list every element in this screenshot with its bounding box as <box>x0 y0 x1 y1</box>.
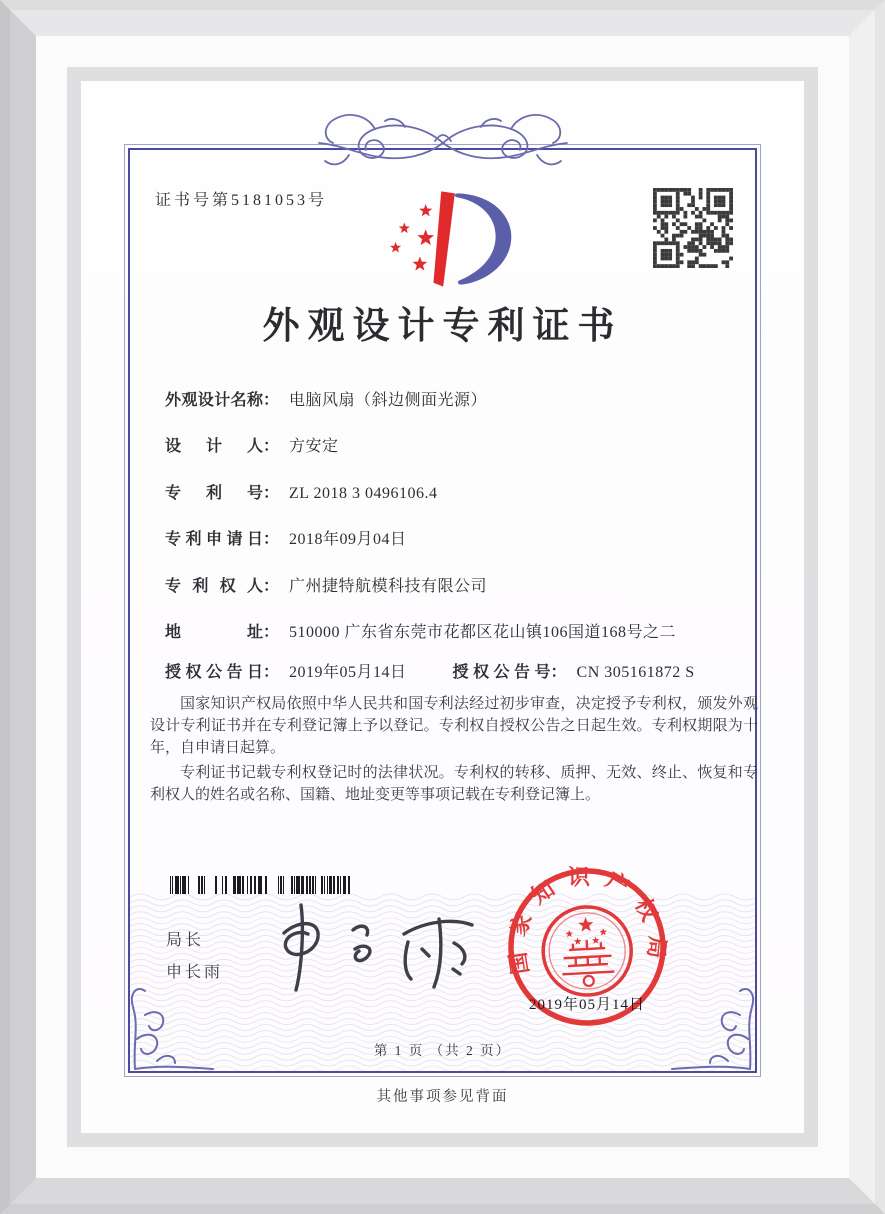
certificate-title: 外观设计专利证书 <box>262 306 623 347</box>
field-label: 外观设计名称 <box>165 392 263 409</box>
field-row-grant <box>165 659 745 682</box>
field-row-filing-date <box>165 526 745 549</box>
field-row-address <box>165 619 745 642</box>
field-colon: ： <box>263 392 280 409</box>
signature-icon <box>256 897 496 995</box>
field-label: 专利权人 <box>165 578 263 595</box>
field-row-designer <box>165 433 745 456</box>
field-row-design-name <box>165 387 745 410</box>
field-label: 专利号 <box>165 485 263 502</box>
field-value: 方安定 <box>289 438 339 455</box>
field-colon: ： <box>263 485 280 502</box>
field-colon: ： <box>263 578 280 595</box>
field-colon: ： <box>263 664 280 681</box>
field-label: 授权公告日 <box>165 664 263 681</box>
field-colon: ： <box>550 664 567 681</box>
border-ornament-bottom-right-icon <box>670 981 762 1073</box>
certificate-paper <box>81 81 804 1133</box>
field-colon: ： <box>263 624 280 641</box>
field-colon: ： <box>263 438 280 455</box>
signer-title: 局长 <box>166 932 205 949</box>
field-label: 专利申请日 <box>165 531 263 548</box>
back-note: 其他事项参见背面 <box>376 1089 509 1105</box>
grant-number: CN 305161872 S <box>576 664 695 681</box>
qr-code-icon <box>653 188 733 268</box>
signer-name: 申长雨 <box>166 964 224 981</box>
field-label: 设计人 <box>165 438 263 455</box>
field-row-patent-number <box>165 480 745 503</box>
barcode-icon <box>170 876 357 894</box>
grant-date: 2019年05月14日 <box>289 664 407 681</box>
body-paragraph: 国家知识产权局依照中华人民共和国专利法经过初步审查，决定授予专利权，颁发外观设计专利证书并在专利登记簿上予以登记。专利权自授权公告之日起生效。专利权期限为十年，自申请日起算。 <box>150 696 758 756</box>
field-value: 广州捷特航模科技有限公司 <box>289 578 488 595</box>
official-seal-icon <box>490 850 683 1043</box>
border-ornament-top-icon <box>313 103 573 173</box>
field-value: 510000 广东省东莞市花都区花山镇106国道168号之二 <box>289 624 677 641</box>
cnipa-logo-icon <box>381 185 517 293</box>
certificate-number: 证书号第5181053号 <box>155 192 328 209</box>
body-paragraph: 专利证书记载专利权登记时的法律状况。专利权的转移、质押、无效、终止、恢复和专利权人的姓名或名称、国籍、地址变更等事项记载在专利登记簿上。 <box>150 765 758 803</box>
field-value: 2018年09月04日 <box>289 531 407 548</box>
field-value: 电脑风扇（斜边侧面光源） <box>289 392 488 409</box>
field-colon: ： <box>263 531 280 548</box>
seal-date: 2019年05月14日 <box>528 997 645 1013</box>
border-ornament-bottom-left-icon <box>123 981 215 1073</box>
field-row-patentee <box>165 573 745 596</box>
legal-text <box>150 693 758 809</box>
field-label: 地址 <box>165 624 263 641</box>
page-indicator: 第 1 页 （共 2 页） <box>373 1043 512 1058</box>
field-value: ZL 2018 3 0496106.4 <box>289 485 438 502</box>
field-label: 授权公告号 <box>452 664 551 681</box>
seal-text: 国家知识产权局 <box>503 864 671 977</box>
